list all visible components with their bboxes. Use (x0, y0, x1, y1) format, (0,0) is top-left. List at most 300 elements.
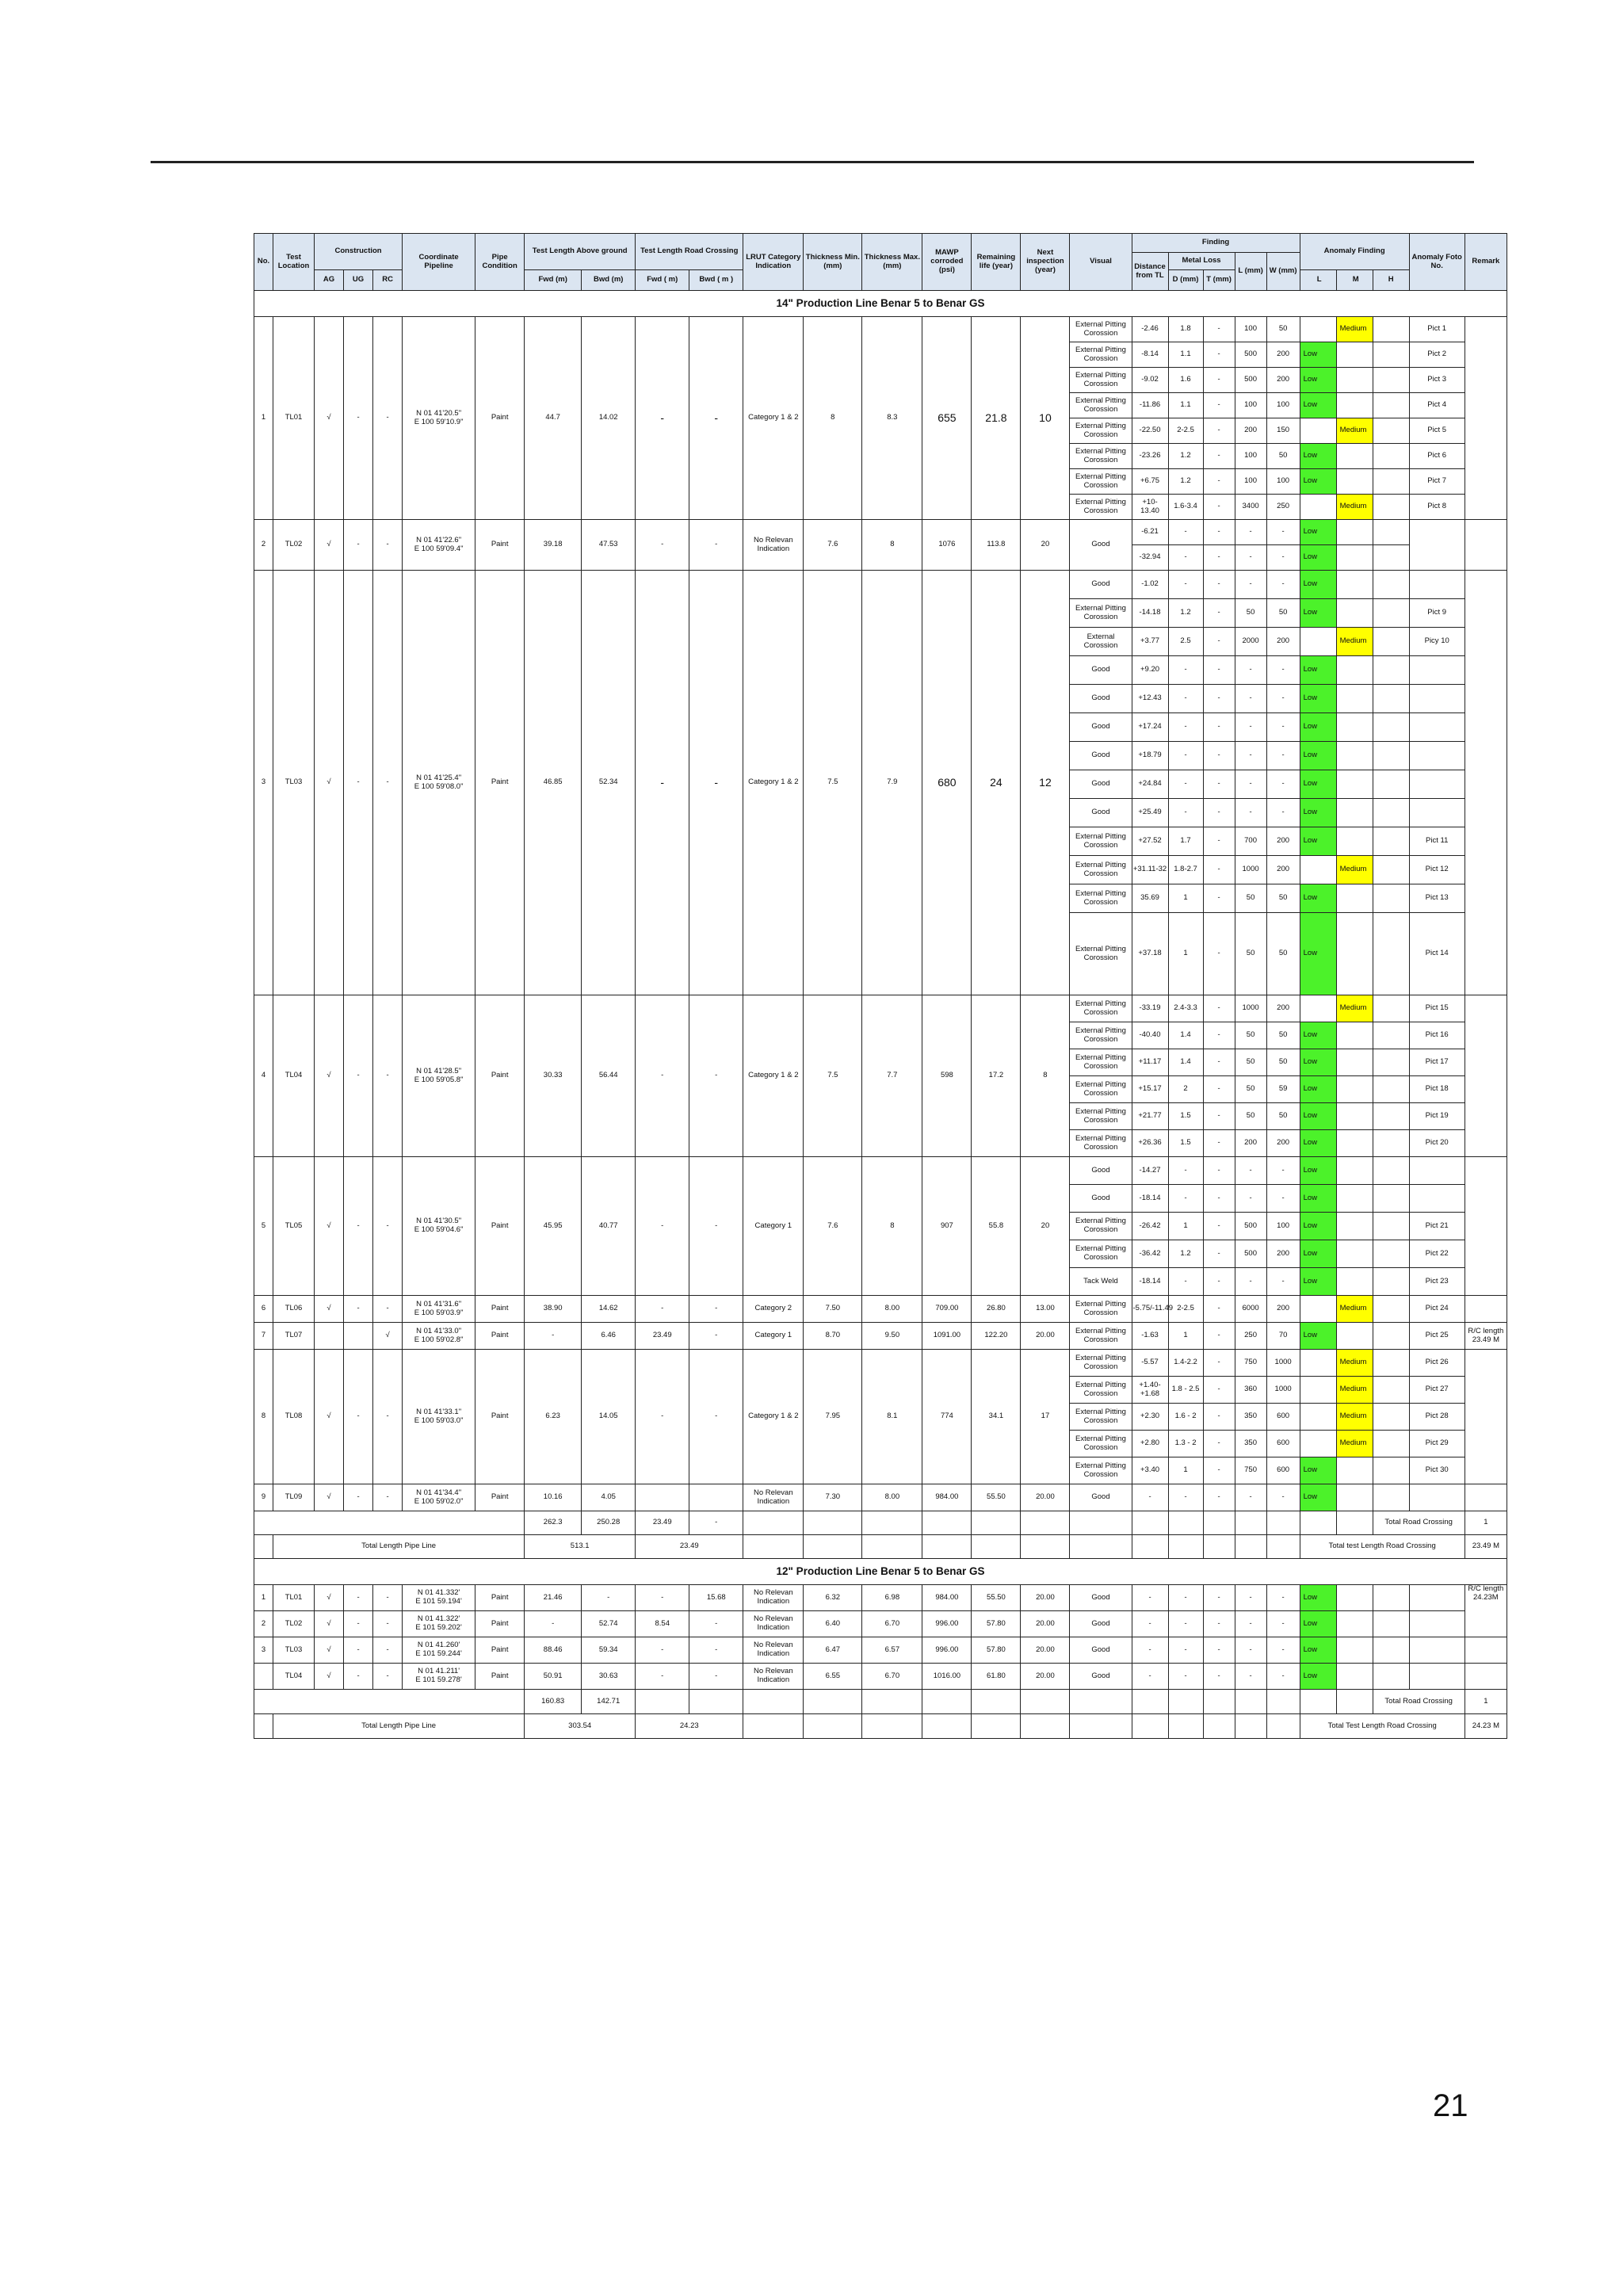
width-cell: 50 (1266, 884, 1300, 913)
construction-rc: - (373, 1664, 403, 1690)
fwd-length: - (525, 1611, 582, 1637)
road-bwd-length: - (689, 1664, 743, 1690)
anomaly-badge: Medium (1336, 1404, 1373, 1431)
mawp-value: 984.00 (922, 1484, 972, 1511)
width-cell: 200 (1266, 342, 1300, 368)
depth-cell: - (1168, 1185, 1203, 1213)
subtotal-bwd: 250.28 (582, 1511, 636, 1535)
remaining-life: 21.8 (972, 317, 1021, 520)
road-fwd-length: 23.49 (636, 1323, 689, 1350)
subtotal-fwd: 160.83 (525, 1690, 582, 1714)
mawp-value: 1076 (922, 520, 972, 571)
anomaly-high-cell (1373, 1404, 1409, 1431)
anomaly-high-cell (1373, 1213, 1409, 1240)
pipe-condition: Paint (475, 571, 525, 995)
coordinate-north: N 01 41'20.5" (416, 408, 462, 418)
subtotal-fwd: 262.3 (525, 1511, 582, 1535)
next-inspection: 10 (1021, 317, 1070, 520)
length-cell: - (1235, 799, 1266, 827)
empty-cell (1336, 1511, 1373, 1535)
empty-cell (1168, 1690, 1203, 1714)
width-cell: 200 (1266, 856, 1300, 884)
distance-cell: - (1132, 1637, 1168, 1664)
depth-cell: 1.8 (1168, 317, 1203, 342)
construction-rc: - (373, 317, 403, 520)
anomaly-low-cell (1300, 628, 1336, 656)
anomaly-badge: Low (1300, 742, 1336, 770)
distance-cell: -2.46 (1132, 317, 1168, 342)
depth-cell: 1.6-3.4 (1168, 495, 1203, 520)
width-cell: - (1266, 571, 1300, 599)
test-location: TL07 (273, 1323, 315, 1350)
photo-ref: Pict 16 (1409, 1022, 1465, 1049)
length-cell: - (1235, 571, 1266, 599)
anomaly-badge: Low (1300, 1611, 1336, 1637)
distance-cell: -14.27 (1132, 1157, 1168, 1185)
test-location: TL09 (273, 1484, 315, 1511)
depth-cell: - (1168, 1268, 1203, 1296)
coordinate-north: N 01 41'28.5" (416, 1066, 462, 1075)
visual-cell: External Pitting Corossion (1070, 884, 1132, 913)
remaining-life: 113.8 (972, 520, 1021, 571)
anomaly-badge: Low (1300, 685, 1336, 713)
thickness-max: 9.50 (862, 1323, 922, 1350)
length-cell: 50 (1235, 1076, 1266, 1103)
distance-cell: -36.42 (1132, 1240, 1168, 1268)
remaining-life: 55.50 (972, 1585, 1021, 1611)
empty-cell (1168, 1535, 1203, 1559)
pipe-condition: Paint (475, 1611, 525, 1637)
mawp-value: 996.00 (922, 1611, 972, 1637)
table-row (254, 1714, 1507, 1739)
length-cell: 1000 (1235, 995, 1266, 1022)
construction-rc: - (373, 1484, 403, 1511)
coordinate-east: E 101 59.244' (415, 1649, 462, 1658)
bwd-length: 56.44 (582, 995, 636, 1157)
empty-cell (1132, 1535, 1168, 1559)
road-fwd-length: - (636, 520, 689, 571)
table-row (254, 1637, 1507, 1664)
length-cell: 3400 (1235, 495, 1266, 520)
anomaly-medium-cell (1336, 1130, 1373, 1157)
test-location: TL06 (273, 1296, 315, 1323)
coordinate-east: E 100 59'08.0" (414, 781, 464, 791)
table-row (254, 317, 1507, 342)
coordinate-north: N 01 41.322' (417, 1614, 460, 1624)
thickness-cell: - (1203, 995, 1235, 1022)
road-bwd-length: - (689, 1157, 743, 1296)
depth-cell: 1.1 (1168, 393, 1203, 418)
col-metal-loss: Metal Loss (1168, 253, 1235, 270)
distance-cell: +26.36 (1132, 1130, 1168, 1157)
table-row (254, 1157, 1507, 1185)
coordinate-cell (403, 1585, 475, 1611)
construction-rc: - (373, 520, 403, 571)
table-row (254, 520, 1507, 545)
length-cell: 500 (1235, 368, 1266, 393)
distance-cell: +21.77 (1132, 1103, 1168, 1130)
road-bwd-length: - (689, 995, 743, 1157)
construction-ag (315, 1323, 344, 1350)
road-fwd-length: - (636, 1664, 689, 1690)
distance-cell: - (1132, 1611, 1168, 1637)
test-location: TL02 (273, 520, 315, 571)
anomaly-low-cell (1300, 1377, 1336, 1404)
coordinate-cell (403, 520, 475, 571)
photo-ref: Pict 25 (1409, 1323, 1465, 1350)
road-bwd-length: - (689, 1296, 743, 1323)
col-anomaly-medium: M (1336, 270, 1373, 291)
anomaly-badge: Low (1300, 1323, 1336, 1350)
visual-cell: Good (1070, 1637, 1132, 1664)
anomaly-badge: Medium (1336, 1377, 1373, 1404)
empty-cell (1266, 1511, 1300, 1535)
thickness-cell: - (1203, 742, 1235, 770)
construction-ug: - (344, 1664, 373, 1690)
width-cell: - (1266, 1268, 1300, 1296)
col-anomaly-high: H (1373, 270, 1409, 291)
remaining-life: 17.2 (972, 995, 1021, 1157)
col-t-mm: T (mm) (1203, 270, 1235, 291)
photo-ref: Pict 15 (1409, 995, 1465, 1022)
empty-cell (862, 1690, 922, 1714)
fwd-length: 6.23 (525, 1350, 582, 1484)
anomaly-medium-cell (1336, 799, 1373, 827)
road-bwd-length: - (689, 317, 743, 520)
fwd-length: 46.85 (525, 571, 582, 995)
length-cell: 1000 (1235, 856, 1266, 884)
width-cell: - (1266, 656, 1300, 685)
coordinate-east: E 101 59.278' (415, 1675, 462, 1684)
anomaly-high-cell (1373, 444, 1409, 469)
visual-cell: External Pitting Corossion (1070, 1049, 1132, 1076)
anomaly-high-cell (1373, 1022, 1409, 1049)
fwd-length: 30.33 (525, 995, 582, 1157)
thickness-max: 8.1 (862, 1350, 922, 1484)
anomaly-badge: Medium (1336, 317, 1373, 342)
anomaly-badge: Low (1300, 1268, 1336, 1296)
distance-cell: +10-13.40 (1132, 495, 1168, 520)
table-row (254, 1484, 1507, 1511)
construction-ug: - (344, 571, 373, 995)
fwd-length: 10.16 (525, 1484, 582, 1511)
construction-rc: - (373, 571, 403, 995)
depth-cell: 2.4-3.3 (1168, 995, 1203, 1022)
empty-cell (1235, 1535, 1266, 1559)
anomaly-high-cell (1373, 995, 1409, 1022)
width-cell: - (1266, 1185, 1300, 1213)
thickness-cell: - (1203, 1377, 1235, 1404)
thickness-cell: - (1203, 799, 1235, 827)
thickness-cell: - (1203, 1268, 1235, 1296)
distance-cell: -32.94 (1132, 545, 1168, 571)
row-number: 2 (254, 520, 273, 571)
fwd-length: 50.91 (525, 1664, 582, 1690)
anomaly-low-cell (1300, 418, 1336, 444)
visual-cell: External Pitting Corossion (1070, 1076, 1132, 1103)
depth-cell: - (1168, 545, 1203, 571)
thickness-cell: - (1203, 827, 1235, 856)
anomaly-medium-cell (1336, 685, 1373, 713)
coordinate-cell (403, 1484, 475, 1511)
thickness-min: 7.5 (804, 995, 862, 1157)
depth-cell: 1.8-2.7 (1168, 856, 1203, 884)
fwd-length: 38.90 (525, 1296, 582, 1323)
length-cell: 100 (1235, 317, 1266, 342)
width-cell: - (1266, 685, 1300, 713)
coordinate-cell (403, 1350, 475, 1484)
anomaly-badge: Low (1300, 1049, 1336, 1076)
empty-cell (1021, 1690, 1070, 1714)
anomaly-medium-cell (1336, 827, 1373, 856)
anomaly-high-cell (1373, 1130, 1409, 1157)
coordinate-cell (403, 1664, 475, 1690)
anomaly-high-cell (1373, 1103, 1409, 1130)
photo-ref: Pict 26 (1409, 1350, 1465, 1377)
next-inspection: 20 (1021, 520, 1070, 571)
col-fwd: Fwd (m) (525, 270, 582, 291)
anomaly-low-cell (1300, 995, 1336, 1022)
width-cell: - (1266, 1484, 1300, 1511)
anomaly-high-cell (1373, 393, 1409, 418)
road-fwd-length: - (636, 1637, 689, 1664)
visual-cell: Good (1070, 571, 1132, 599)
anomaly-high-cell (1373, 799, 1409, 827)
total-road-crossing-label: Total Road Crossing (1373, 1690, 1465, 1714)
mawp-value: 598 (922, 995, 972, 1157)
anomaly-medium-cell (1336, 1457, 1373, 1484)
coordinate-cell (403, 995, 475, 1157)
table-row (254, 1535, 1507, 1559)
visual-cell: External Pitting Corossion (1070, 599, 1132, 628)
road-fwd-length: - (636, 1350, 689, 1484)
remark-cell (1465, 571, 1507, 995)
photo-ref (1409, 770, 1465, 799)
depth-cell: 2-2.5 (1168, 418, 1203, 444)
photo-ref: Pict 8 (1409, 495, 1465, 520)
coordinate-east: E 100 59'02.8" (414, 1335, 464, 1344)
visual-cell: Good (1070, 1157, 1132, 1185)
length-cell: - (1235, 1637, 1266, 1664)
length-cell: 2000 (1235, 628, 1266, 656)
distance-cell: -11.86 (1132, 393, 1168, 418)
visual-cell: External Pitting Corossion (1070, 1323, 1132, 1350)
section-title: 14" Production Line Benar 5 to Benar GS (254, 291, 1507, 317)
photo-ref (1409, 520, 1465, 571)
test-location: TL03 (273, 1637, 315, 1664)
remark-cell (1465, 1664, 1507, 1690)
anomaly-medium-cell (1336, 520, 1373, 545)
subtotal-spacer (254, 1690, 525, 1714)
depth-cell: 1.5 (1168, 1130, 1203, 1157)
anomaly-low-cell (1300, 317, 1336, 342)
empty-cell (922, 1690, 972, 1714)
empty-cell (922, 1535, 972, 1559)
distance-cell: +3.77 (1132, 628, 1168, 656)
empty-cell (743, 1714, 804, 1739)
depth-cell: 1.3 - 2 (1168, 1431, 1203, 1457)
photo-ref: Pict 29 (1409, 1431, 1465, 1457)
distance-cell: -22.50 (1132, 418, 1168, 444)
road-bwd-length: - (689, 1611, 743, 1637)
construction-ag: √ (315, 1637, 344, 1664)
thickness-max: 8.3 (862, 317, 922, 520)
mawp-value: 907 (922, 1157, 972, 1296)
col-construction: Construction (315, 234, 403, 270)
empty-cell (1070, 1511, 1132, 1535)
empty-cell (1266, 1714, 1300, 1739)
thickness-cell: - (1203, 342, 1235, 368)
depth-cell: - (1168, 571, 1203, 599)
lrut-category: No Relevan Indication (743, 1484, 804, 1511)
thickness-cell: - (1203, 913, 1235, 995)
anomaly-high-cell (1373, 1431, 1409, 1457)
distance-cell: -14.18 (1132, 599, 1168, 628)
anomaly-badge: Low (1300, 571, 1336, 599)
construction-ug: - (344, 520, 373, 571)
distance-cell: -9.02 (1132, 368, 1168, 393)
lrut-category: Category 1 & 2 (743, 1350, 804, 1484)
coordinate-east: E 101 59.202' (415, 1623, 462, 1632)
construction-ug: - (344, 1585, 373, 1611)
lrut-category: No Relevan Indication (743, 520, 804, 571)
empty-cell (1021, 1535, 1070, 1559)
depth-cell: 1.2 (1168, 444, 1203, 469)
width-cell: 50 (1266, 913, 1300, 995)
coordinate-east: E 100 59'09.4" (414, 544, 464, 553)
anomaly-high-cell (1373, 827, 1409, 856)
empty-cell (1300, 1511, 1336, 1535)
empty-cell (743, 1511, 804, 1535)
thickness-cell: - (1203, 1404, 1235, 1431)
thickness-min: 6.47 (804, 1637, 862, 1664)
total-test-length-value: 23.49 M (1465, 1535, 1507, 1559)
construction-rc: - (373, 1350, 403, 1484)
remark-cell: R/C length 23.49 M (1465, 1323, 1507, 1350)
width-cell: 200 (1266, 1296, 1300, 1323)
anomaly-badge: Low (1300, 1076, 1336, 1103)
total-length-above: 513.1 (525, 1535, 636, 1559)
photo-ref: Pict 11 (1409, 827, 1465, 856)
construction-ug: - (344, 1296, 373, 1323)
visual-cell: External Pitting Corossion (1070, 856, 1132, 884)
construction-rc: - (373, 1585, 403, 1611)
lrut-category: No Relevan Indication (743, 1664, 804, 1690)
road-fwd-length: - (636, 1585, 689, 1611)
construction-rc: √ (373, 1323, 403, 1350)
empty-cell (1300, 1690, 1336, 1714)
empty-cell (1132, 1511, 1168, 1535)
anomaly-high-cell (1373, 368, 1409, 393)
col-ug: UG (344, 270, 373, 291)
row-number: 8 (254, 1350, 273, 1484)
anomaly-high-cell (1373, 770, 1409, 799)
bwd-length: 14.05 (582, 1350, 636, 1484)
anomaly-medium-cell (1336, 1157, 1373, 1185)
length-cell: 50 (1235, 913, 1266, 995)
coordinate-north: N 01 41'33.1" (416, 1407, 462, 1416)
total-test-length-value: 24.23 M (1465, 1714, 1507, 1739)
length-cell: 750 (1235, 1350, 1266, 1377)
thickness-cell: - (1203, 444, 1235, 469)
width-cell: 70 (1266, 1323, 1300, 1350)
width-cell: 50 (1266, 317, 1300, 342)
test-location: TL03 (273, 571, 315, 995)
empty-cell (689, 1690, 743, 1714)
lrut-category: Category 1 & 2 (743, 317, 804, 520)
road-fwd-length: - (636, 571, 689, 995)
visual-cell: External Pitting Corossion (1070, 1457, 1132, 1484)
visual-cell: Good (1070, 742, 1132, 770)
visual-cell: External Pitting Corossion (1070, 1296, 1132, 1323)
width-cell: - (1266, 713, 1300, 742)
pipe-condition: Paint (475, 1157, 525, 1296)
photo-ref (1409, 1637, 1465, 1664)
width-cell: - (1266, 742, 1300, 770)
depth-cell: - (1168, 1585, 1203, 1611)
row-number: 1 (254, 317, 273, 520)
row-number: 9 (254, 1484, 273, 1511)
width-cell: 50 (1266, 1103, 1300, 1130)
photo-ref: Pict 13 (1409, 884, 1465, 913)
visual-cell: External Pitting Corossion (1070, 827, 1132, 856)
fwd-length: 39.18 (525, 520, 582, 571)
col-d-mm: D (mm) (1168, 270, 1203, 291)
empty-cell (1266, 1690, 1300, 1714)
distance-cell: -5.75/-11.49 (1132, 1296, 1168, 1323)
visual-cell: External Pitting Corossion (1070, 1022, 1132, 1049)
table-row (254, 1611, 1507, 1637)
anomaly-high-cell (1373, 1296, 1409, 1323)
anomaly-badge: Low (1300, 1157, 1336, 1185)
depth-cell: 1.7 (1168, 827, 1203, 856)
photo-ref: Pict 9 (1409, 599, 1465, 628)
visual-cell: External Pitting Corossion (1070, 1213, 1132, 1240)
empty-cell (1266, 1535, 1300, 1559)
thickness-cell: - (1203, 1022, 1235, 1049)
depth-cell: - (1168, 742, 1203, 770)
col-coordinate: Coordinate Pipeline (403, 234, 475, 291)
col-test-location: Test Location (273, 234, 315, 291)
width-cell: - (1266, 520, 1300, 545)
mawp-value: 709.00 (922, 1296, 972, 1323)
length-cell: - (1235, 1484, 1266, 1511)
thickness-max: 8.00 (862, 1484, 922, 1511)
photo-ref (1409, 1157, 1465, 1185)
anomaly-badge: Low (1300, 1022, 1336, 1049)
col-road-fwd: Fwd ( m) (636, 270, 689, 291)
thickness-cell: - (1203, 770, 1235, 799)
test-location: TL04 (273, 995, 315, 1157)
anomaly-medium-cell (1336, 444, 1373, 469)
bwd-length: - (582, 1585, 636, 1611)
anomaly-high-cell (1373, 469, 1409, 495)
mawp-value: 774 (922, 1350, 972, 1484)
empty-cell (1235, 1714, 1266, 1739)
construction-rc: - (373, 1611, 403, 1637)
anomaly-badge: Low (1300, 713, 1336, 742)
photo-ref (1409, 685, 1465, 713)
depth-cell: 1.5 (1168, 1103, 1203, 1130)
construction-ag: √ (315, 1157, 344, 1296)
anomaly-medium-cell (1336, 342, 1373, 368)
col-thk-min: Thickness Min.(mm) (804, 234, 862, 291)
distance-cell: +2.80 (1132, 1431, 1168, 1457)
depth-cell: - (1168, 1664, 1203, 1690)
photo-ref (1409, 742, 1465, 770)
length-cell: 500 (1235, 1213, 1266, 1240)
anomaly-high-cell (1373, 685, 1409, 713)
